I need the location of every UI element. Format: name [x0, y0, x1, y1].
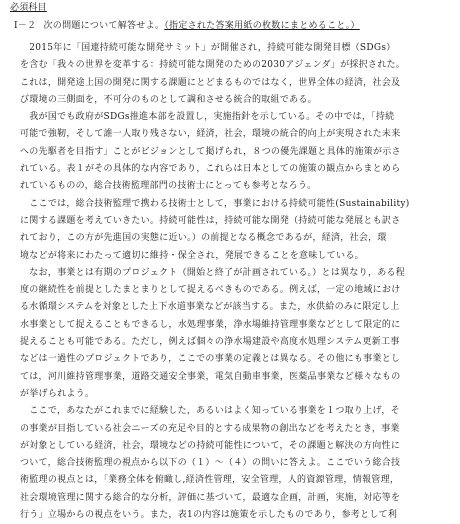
- body-line: 行う」立場からの視点をいう。また，表1の内容は施策を示したものであり，参考として利: [20, 510, 398, 521]
- body-line: 我が国でも政府がSDGs推進本部を設置し，実施指針を示している。その中では，「持続: [20, 112, 395, 123]
- body-line: 水事業として捉えることもできるし，水処理事業，浄水場維持管理事業などとして限定的に: [20, 319, 401, 330]
- body-line: 度の継続性を前提としたまとまりとして捉えるべきものである。例えば，一定の地域におけ: [20, 285, 401, 296]
- body-line: 術監理の視点とは，「業務全体を俯瞰し,経済性管理，安全管理，人的資源管理，情報管理，: [20, 475, 400, 486]
- body-line: れている。表１がその具体的な内容であり，これらは日本としての施策の観点からまとめら: [20, 164, 401, 175]
- body-line: 捉えることも可能である。ただし，例えば個々の浄水場建設や高度水処理システム更新工事: [20, 337, 400, 348]
- body-line: び環境の三側面を，不可分のものとして調和させる統合的取組である。: [20, 94, 317, 105]
- question-note: （指定された答案用紙の枚数にまとめること。）: [164, 21, 360, 31]
- body-line: 社会環境管理に関する総合的な分析，評価に基づいて，最適な企画，計画，実施，対応等を: [20, 492, 401, 503]
- body-line: る水循環システムを対象とした上下水道事業などが該当する。また，水供給のみに限定し上: [20, 302, 400, 313]
- body-line: に関する課題を考えていきたい。持続可能性は，持続可能な開発（持続可能な発展とも訳さ: [20, 215, 401, 226]
- question-instruction: 次の問題について解答せよ。: [43, 21, 165, 31]
- body-line: が挙げられよう。: [20, 388, 95, 399]
- body-line: の事業が目指している社会ニーズの充足や目的とする成果物の創出などを考えたとき，事業: [20, 423, 400, 434]
- body-line: などは一過性のプロジェクトであり，ここでの事業の定義とは異なる。その他にも事業とし: [20, 354, 401, 365]
- body-line: れており，この方が先進国の実態に近い。）の前提となる概念であるが，経済，社会，環: [20, 233, 387, 244]
- body-line: ここで，あなたがこれまでに経験した，あるいはよく知っている事業を１つ取り上げ，そ: [20, 406, 400, 417]
- question-body: [20, 40, 452, 524]
- section-tag: 必須科目: [10, 3, 47, 13]
- body-line: への先駆者を目指す」ことがビジョンとして掲げられ，８つの優先課題と具体的施策が示さ: [20, 146, 401, 157]
- body-line: 2015年に「国連持続可能な開発サミット」が開催され，持続可能な開発目標（SDGs）: [20, 43, 396, 53]
- body-line: なお，事業とは有期のプロジェクト（開始と終了が計画されている。）とは異なり，ある程: [20, 267, 406, 278]
- body-line: が対象としている経済，社会，環境などの持続可能性について，その課題と解決の方向性に: [20, 440, 401, 451]
- question-number: Ⅰ－２: [14, 21, 37, 31]
- body-line: 可能で強靭，そして誰一人取り残さない，経済，社会，環境の統合的向上が実現された未来: [20, 129, 401, 140]
- body-line: れているものの，総合技術監理部門の技術士にとっても参考となろう。: [20, 181, 317, 192]
- body-line: ては，河川維持管理事業，道路交通安全事業，電気自動車事業，医薬品事業など様々なもの: [20, 371, 401, 382]
- body-line: これは，開発途上国の開発に関する課題にとどまるものではなく，世界全体の経済，社会及: [20, 77, 401, 88]
- question-heading: [14, 21, 454, 32]
- body-line: ここでは，総合技術監理で携わる技術士として，事業における持続可能性(Sustainability): [20, 198, 410, 209]
- body-line: ついて，総合技術監理の視点から以下の（１）～（４）の問いに答えよ。ここでいう総合技: [20, 458, 401, 469]
- body-line: 境などが将来にわたって適切に維持・保全され，発展できることを意味している。: [20, 250, 364, 261]
- body-line: を含む「我々の世界を変革する：持続可能な開発のための2030アジェンダ」が採択された。: [20, 60, 406, 71]
